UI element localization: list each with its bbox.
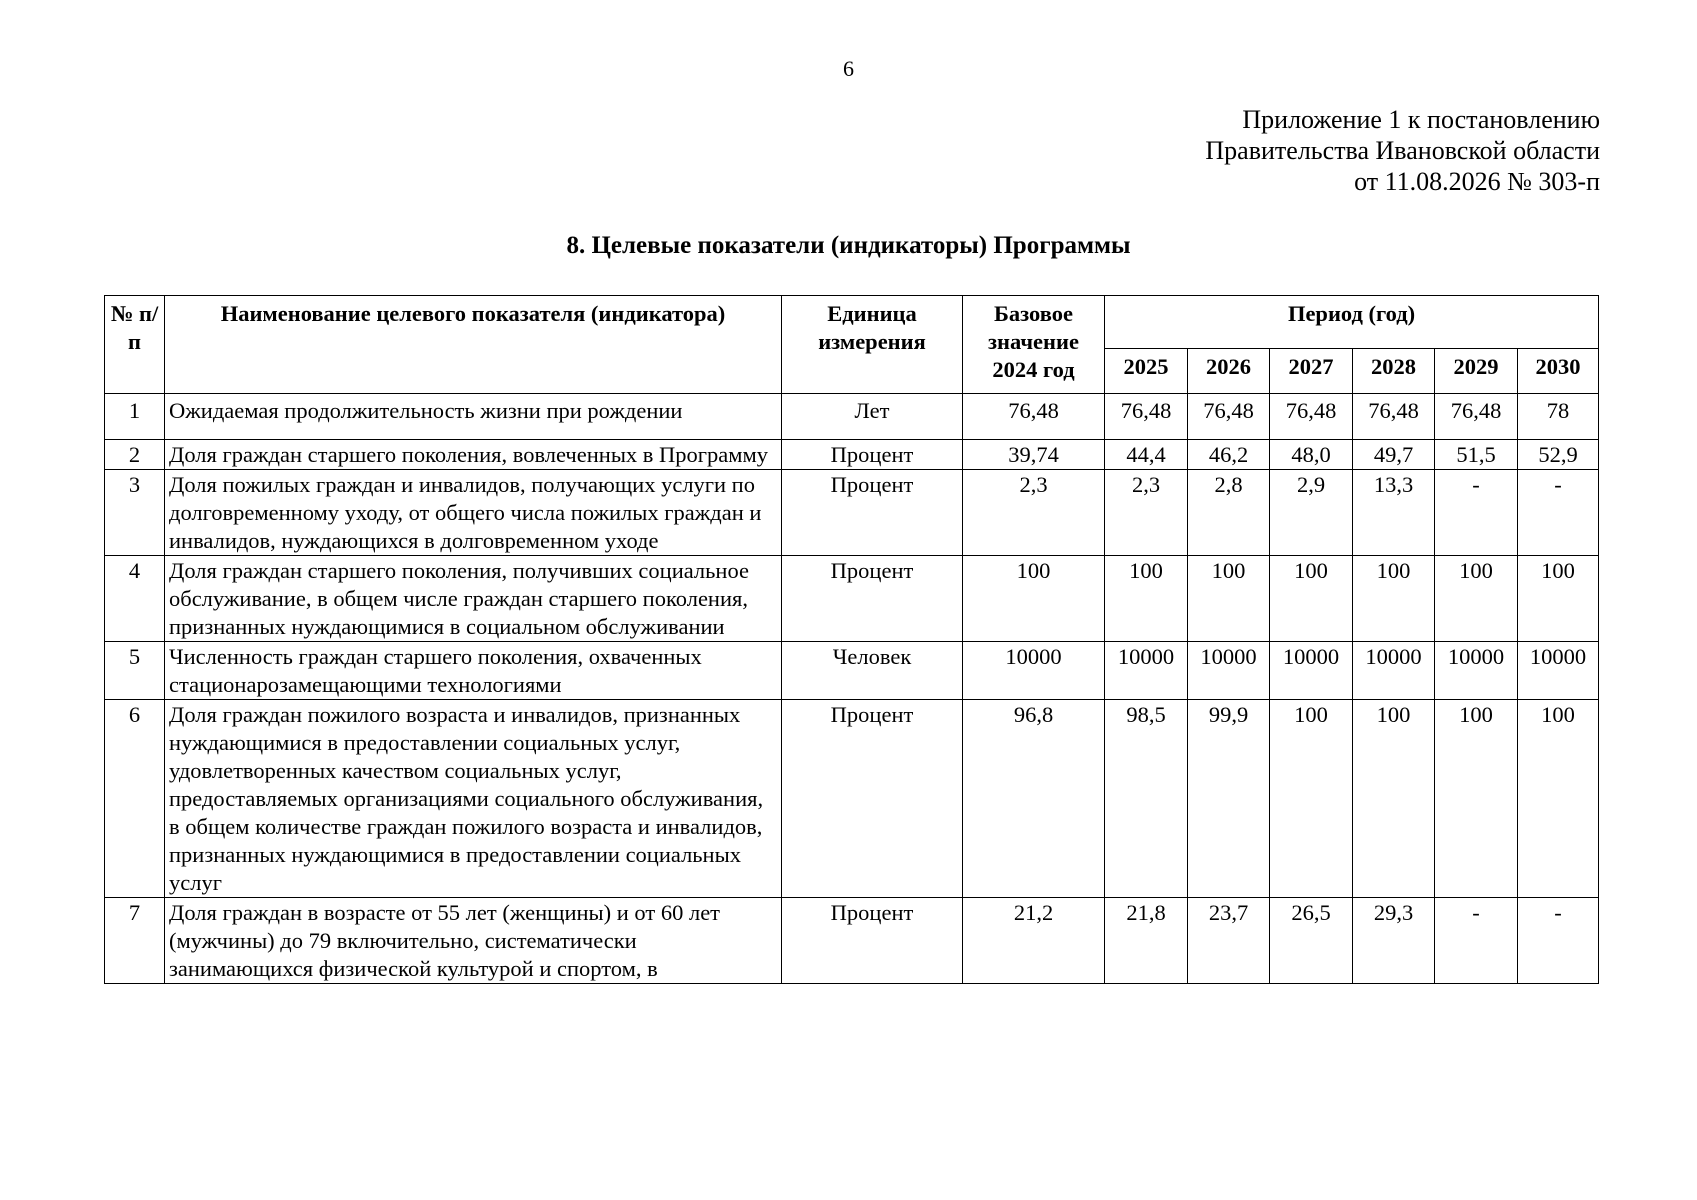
year-value: 51,5: [1435, 440, 1518, 470]
indicator-name: Доля пожилых граждан и инвалидов, получающих услуги по долговременному уходу, от общего числа пожилых граждан и инвалидов, нуждающихся в долговременном уходе: [165, 470, 782, 556]
year-value: 100: [1435, 556, 1518, 642]
row-num: 2: [105, 440, 165, 470]
table-row: [105, 470, 1599, 556]
annex-line-2: Правительства Ивановской области: [1205, 136, 1600, 165]
year-value: 76,48: [1270, 394, 1353, 440]
indicator-name: Ожидаемая продолжительность жизни при рождении: [165, 394, 782, 440]
base-value: 96,8: [963, 700, 1105, 898]
year-value: 100: [1353, 556, 1435, 642]
unit-cell: Процент: [782, 700, 963, 898]
annex-line-3: от 11.08.2026 № 303-п: [1354, 167, 1600, 196]
header-name: Наименование целевого показателя (индикатора): [165, 296, 782, 394]
year-value: 100: [1188, 556, 1270, 642]
year-value: 29,3: [1353, 898, 1435, 984]
year-value: 2,8: [1188, 470, 1270, 556]
year-value: 78: [1518, 394, 1599, 440]
header-row-top: [105, 296, 1599, 349]
year-value: 44,4: [1105, 440, 1188, 470]
indicator-name: Доля граждан пожилого возраста и инвалидов, признанных нуждающимися в предоставлении социальных услуг, удовлетворенных качеством социальных услуг, предоставляемых организациями социального обслуживания, в общем количестве граждан пожилого возраста и инвалидов, признанных нуждающимися в предоставлении социальных услуг: [165, 700, 782, 898]
year-value: 10000: [1435, 642, 1518, 700]
unit-cell: Лет: [782, 394, 963, 440]
base-value: 10000: [963, 642, 1105, 700]
year-value: 100: [1518, 556, 1599, 642]
year-value: 100: [1270, 556, 1353, 642]
year-value: -: [1435, 898, 1518, 984]
annex-line-1: Приложение 1 к постановлению: [1242, 105, 1600, 134]
unit-cell: Процент: [782, 898, 963, 984]
year-value: 52,9: [1518, 440, 1599, 470]
base-value: 100: [963, 556, 1105, 642]
year-value: 48,0: [1270, 440, 1353, 470]
year-value: 13,3: [1353, 470, 1435, 556]
row-num: 3: [105, 470, 165, 556]
table-row: [105, 898, 1599, 984]
row-num: 4: [105, 556, 165, 642]
year-value: 2,3: [1105, 470, 1188, 556]
unit-cell: Процент: [782, 440, 963, 470]
year-value: 76,48: [1188, 394, 1270, 440]
header-year: 2027: [1270, 349, 1353, 394]
year-value: -: [1518, 898, 1599, 984]
table-row: [105, 440, 1599, 470]
base-value: 2,3: [963, 470, 1105, 556]
indicator-name: Доля граждан старшего поколения, получивших социальное обслуживание, в общем числе граждан старшего поколения, признанных нуждающимися в социальном обслуживании: [165, 556, 782, 642]
table-row: [105, 642, 1599, 700]
year-value: -: [1435, 470, 1518, 556]
year-value: 26,5: [1270, 898, 1353, 984]
year-value: 2,9: [1270, 470, 1353, 556]
year-value: 10000: [1518, 642, 1599, 700]
unit-cell: Процент: [782, 556, 963, 642]
header-year: 2025: [1105, 349, 1188, 394]
row-num: 7: [105, 898, 165, 984]
row-num: 5: [105, 642, 165, 700]
year-value: 76,48: [1435, 394, 1518, 440]
row-num: 6: [105, 700, 165, 898]
header-base: Базовое значение 2024 год: [963, 296, 1105, 394]
document-title: 8. Целевые показатели (индикаторы) Программы: [566, 232, 1131, 259]
table-row: [105, 394, 1599, 440]
indicator-name: Численность граждан старшего поколения, охваченных стационарозамещающими технологиями: [165, 642, 782, 700]
year-value: 10000: [1188, 642, 1270, 700]
year-value: 10000: [1105, 642, 1188, 700]
header-period: Период (год): [1105, 296, 1599, 349]
year-value: 100: [1518, 700, 1599, 898]
unit-cell: Человек: [782, 642, 963, 700]
year-value: 10000: [1353, 642, 1435, 700]
table-row: [105, 700, 1599, 898]
indicator-name: Доля граждан старшего поколения, вовлеченных в Программу: [165, 440, 782, 470]
base-value: 21,2: [963, 898, 1105, 984]
year-value: 100: [1435, 700, 1518, 898]
indicator-name: Доля граждан в возрасте от 55 лет (женщины) и от 60 лет (мужчины) до 79 включительно, систематически занимающихся физической культурой и спортом, в: [165, 898, 782, 984]
indicators-table: [104, 295, 1599, 984]
year-value: 98,5: [1105, 700, 1188, 898]
annex-block: [1205, 104, 1600, 197]
page-number: 6: [843, 56, 854, 81]
year-value: 76,48: [1105, 394, 1188, 440]
year-value: 100: [1353, 700, 1435, 898]
table-row: [105, 556, 1599, 642]
header-year: 2030: [1518, 349, 1599, 394]
year-value: 46,2: [1188, 440, 1270, 470]
base-value: 76,48: [963, 394, 1105, 440]
year-value: -: [1518, 470, 1599, 556]
year-value: 100: [1270, 700, 1353, 898]
header-year: 2028: [1353, 349, 1435, 394]
header-num: № п/п: [105, 296, 165, 394]
unit-cell: Процент: [782, 470, 963, 556]
year-value: 100: [1105, 556, 1188, 642]
header-year: 2026: [1188, 349, 1270, 394]
year-value: 76,48: [1353, 394, 1435, 440]
year-value: 99,9: [1188, 700, 1270, 898]
header-year: 2029: [1435, 349, 1518, 394]
row-num: 1: [105, 394, 165, 440]
year-value: 23,7: [1188, 898, 1270, 984]
base-value: 39,74: [963, 440, 1105, 470]
header-unit: Единица измерения: [782, 296, 963, 394]
year-value: 10000: [1270, 642, 1353, 700]
year-value: 21,8: [1105, 898, 1188, 984]
year-value: 49,7: [1353, 440, 1435, 470]
